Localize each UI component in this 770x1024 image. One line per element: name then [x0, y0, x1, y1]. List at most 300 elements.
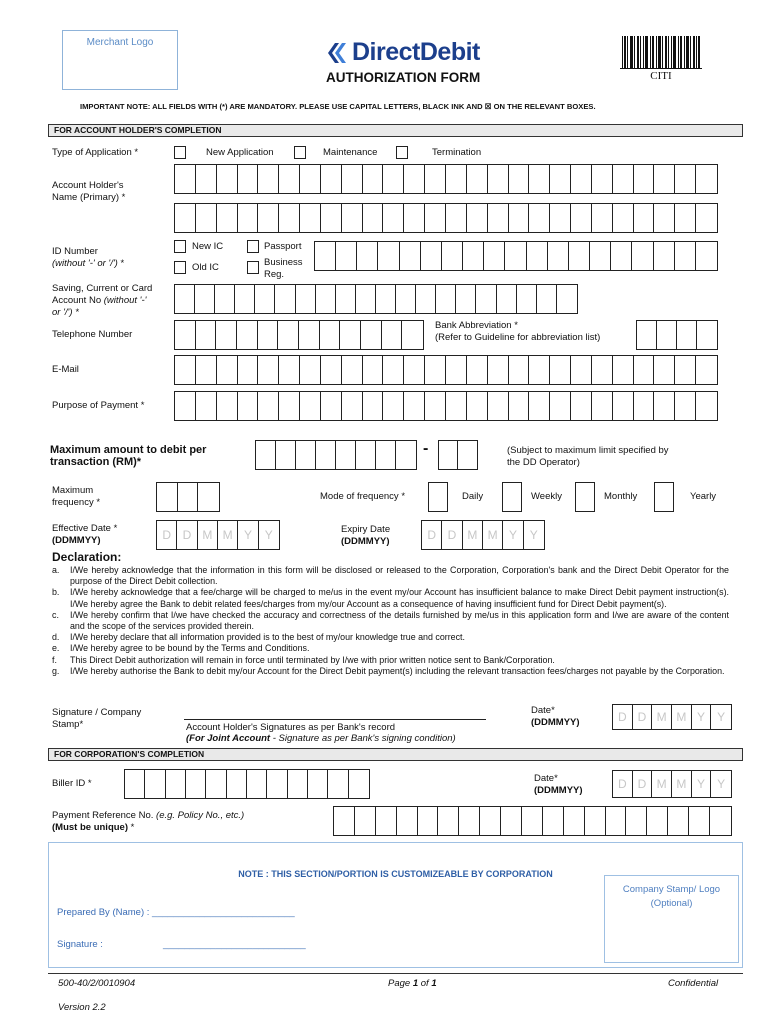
- char-box[interactable]: [613, 165, 634, 193]
- biller-id-boxes[interactable]: [124, 769, 370, 799]
- char-box[interactable]: [175, 165, 196, 193]
- char-box[interactable]: [145, 770, 165, 798]
- char-box[interactable]: Y: [529, 528, 538, 542]
- char-box[interactable]: Y: [503, 521, 523, 549]
- char-box[interactable]: [677, 321, 697, 349]
- business-reg-line2: Reg.: [264, 269, 285, 280]
- declaration-item: f. This Direct Debit authorization will remain in force until terminated by I/we with prior written notice sent to Bank/Corporation.: [52, 654, 555, 665]
- weekly-checkbox[interactable]: [502, 482, 522, 512]
- char-box[interactable]: [363, 392, 384, 420]
- payment-ref-boxes[interactable]: [333, 806, 732, 836]
- char-box[interactable]: D: [613, 771, 633, 797]
- char-box[interactable]: [342, 392, 363, 420]
- char-box[interactable]: M: [672, 705, 692, 729]
- declaration-item: c. I/We hereby confirm that I/we have checked the accuracy and correctness of the details furnished by me/us in this application form and I/we are aware of the content and the scope of the services provided therein.: [52, 609, 729, 632]
- char-box[interactable]: [258, 165, 279, 193]
- char-box[interactable]: [195, 285, 215, 313]
- char-box[interactable]: [206, 770, 226, 798]
- char-box[interactable]: [215, 285, 235, 313]
- char-box[interactable]: [505, 242, 526, 270]
- char-box[interactable]: [296, 285, 316, 313]
- char-box[interactable]: [258, 392, 279, 420]
- char-box[interactable]: [606, 807, 627, 835]
- mode-frequency-label: Mode of frequency *: [320, 491, 406, 502]
- business-reg-label: [264, 257, 303, 281]
- char-box[interactable]: [467, 392, 488, 420]
- holder-name-row1-boxes[interactable]: [174, 164, 718, 194]
- char-box[interactable]: [340, 321, 361, 349]
- char-box[interactable]: [529, 392, 550, 420]
- char-box[interactable]: [320, 321, 341, 349]
- char-box[interactable]: [416, 285, 436, 313]
- char-box[interactable]: [425, 392, 446, 420]
- char-box[interactable]: Y: [692, 771, 712, 797]
- char-box[interactable]: D: [633, 705, 653, 729]
- char-box[interactable]: [439, 441, 458, 469]
- signature-line[interactable]: [184, 719, 486, 720]
- char-box[interactable]: [376, 441, 396, 469]
- max-amount-cents-boxes[interactable]: [438, 440, 478, 470]
- char-box[interactable]: [425, 165, 446, 193]
- char-box[interactable]: [238, 165, 259, 193]
- char-box[interactable]: D: [157, 521, 177, 549]
- char-box[interactable]: [356, 441, 376, 469]
- char-box[interactable]: [529, 165, 550, 193]
- char-box[interactable]: [675, 356, 696, 384]
- holder-name-label: [52, 180, 125, 204]
- version-label: Version 2.2: [58, 1002, 106, 1013]
- char-box[interactable]: [585, 807, 606, 835]
- char-box[interactable]: [632, 242, 653, 270]
- char-box[interactable]: [488, 204, 509, 232]
- char-box[interactable]: [425, 356, 446, 384]
- char-box[interactable]: [356, 285, 376, 313]
- char-box[interactable]: [509, 165, 530, 193]
- char-box[interactable]: [178, 483, 199, 511]
- biller-id-label: Biller ID *: [52, 778, 92, 789]
- char-box[interactable]: [238, 204, 259, 232]
- bank-abbr-boxes[interactable]: [636, 320, 718, 350]
- char-box[interactable]: [675, 204, 696, 232]
- char-box[interactable]: [256, 441, 276, 469]
- char-box[interactable]: [175, 321, 196, 349]
- char-box[interactable]: [456, 285, 476, 313]
- payment-ref-label: [52, 810, 244, 834]
- char-box[interactable]: [611, 242, 632, 270]
- char-box[interactable]: Y: [264, 528, 273, 542]
- char-box[interactable]: [421, 242, 442, 270]
- directdebit-logo: [326, 38, 480, 67]
- char-box[interactable]: D: [633, 771, 653, 797]
- char-box[interactable]: [175, 356, 196, 384]
- stamp-line1: Company Stamp/ Logo: [622, 884, 721, 895]
- daily-checkbox[interactable]: [428, 482, 448, 512]
- char-box[interactable]: [321, 356, 342, 384]
- maintenance-checkbox[interactable]: [294, 146, 306, 159]
- char-box[interactable]: M: [672, 771, 692, 797]
- char-box[interactable]: [529, 356, 550, 384]
- char-box[interactable]: [300, 392, 321, 420]
- char-box[interactable]: [336, 285, 356, 313]
- char-box[interactable]: [592, 165, 613, 193]
- char-box[interactable]: [675, 392, 696, 420]
- form-title: AUTHORIZATION FORM: [326, 70, 481, 85]
- char-box[interactable]: [675, 242, 696, 270]
- holder-name-row2-boxes[interactable]: [174, 203, 718, 233]
- char-box[interactable]: [402, 321, 423, 349]
- char-box[interactable]: [696, 392, 717, 420]
- char-box[interactable]: [509, 204, 530, 232]
- char-box[interactable]: [166, 770, 186, 798]
- char-box[interactable]: [315, 242, 336, 270]
- char-box[interactable]: [592, 204, 613, 232]
- char-box[interactable]: [442, 242, 463, 270]
- char-box[interactable]: [383, 392, 404, 420]
- char-box[interactable]: [537, 285, 557, 313]
- char-box[interactable]: [571, 392, 592, 420]
- corp-signature-line[interactable]: ___________________________: [163, 939, 306, 950]
- char-box[interactable]: [689, 807, 710, 835]
- max-amount-boxes[interactable]: [255, 440, 417, 470]
- char-box[interactable]: [300, 165, 321, 193]
- char-box[interactable]: [459, 807, 480, 835]
- monthly-checkbox[interactable]: [575, 482, 595, 512]
- char-box[interactable]: [696, 204, 717, 232]
- section-header-account-holder: FOR ACCOUNT HOLDER'S COMPLETION: [48, 124, 743, 137]
- passport-checkbox[interactable]: [247, 240, 259, 253]
- char-box[interactable]: [125, 770, 145, 798]
- char-box[interactable]: Y: [717, 777, 726, 791]
- char-box[interactable]: [529, 204, 550, 232]
- char-box[interactable]: [321, 165, 342, 193]
- char-box[interactable]: [258, 204, 279, 232]
- signature-caption: Account Holder's Signatures as per Bank's record: [186, 722, 396, 733]
- corp-date-boxes[interactable]: [612, 770, 732, 798]
- char-box[interactable]: [550, 356, 571, 384]
- business-reg-line1: Business: [264, 257, 303, 268]
- max-note-line1: (Subject to maximum limit specified by: [507, 445, 669, 456]
- char-box[interactable]: [342, 165, 363, 193]
- char-box[interactable]: [557, 285, 577, 313]
- corp-date-title: Date*: [534, 773, 558, 784]
- char-box[interactable]: [476, 285, 496, 313]
- termination-checkbox[interactable]: [396, 146, 408, 159]
- char-box[interactable]: [480, 807, 501, 835]
- char-box[interactable]: [216, 321, 237, 349]
- char-box[interactable]: [463, 242, 484, 270]
- char-box[interactable]: [438, 807, 459, 835]
- new-ic-label: New IC: [192, 241, 224, 252]
- sig-date-title: Date*: [531, 705, 555, 716]
- char-box[interactable]: [334, 807, 355, 835]
- effective-date-label: [52, 523, 117, 547]
- char-box[interactable]: [571, 165, 592, 193]
- char-box[interactable]: [275, 285, 295, 313]
- char-box[interactable]: [592, 356, 613, 384]
- char-box[interactable]: [157, 483, 178, 511]
- char-box[interactable]: [696, 242, 717, 270]
- char-box[interactable]: [697, 321, 717, 349]
- char-box[interactable]: [363, 204, 384, 232]
- char-box[interactable]: [361, 321, 382, 349]
- char-box[interactable]: M: [483, 521, 503, 549]
- char-box[interactable]: [336, 242, 357, 270]
- max-frequency-boxes[interactable]: [156, 482, 220, 512]
- char-box[interactable]: D: [613, 705, 633, 729]
- char-box[interactable]: [668, 807, 689, 835]
- char-box[interactable]: [238, 392, 259, 420]
- char-box[interactable]: [418, 807, 439, 835]
- char-box[interactable]: [396, 441, 416, 469]
- char-box[interactable]: [336, 441, 356, 469]
- char-box[interactable]: [592, 392, 613, 420]
- email-label: E-Mail: [52, 364, 79, 375]
- char-box[interactable]: [634, 392, 655, 420]
- char-box[interactable]: M: [463, 521, 483, 549]
- char-box[interactable]: [196, 204, 217, 232]
- char-box[interactable]: [378, 242, 399, 270]
- email-boxes[interactable]: [174, 355, 718, 385]
- char-box[interactable]: [175, 392, 196, 420]
- char-box[interactable]: [363, 165, 384, 193]
- char-box[interactable]: [316, 285, 336, 313]
- char-box[interactable]: [647, 807, 668, 835]
- char-box[interactable]: [654, 204, 675, 232]
- payment-ref-title: Payment Reference No.: [52, 810, 154, 821]
- char-box[interactable]: [404, 392, 425, 420]
- char-box[interactable]: [175, 285, 195, 313]
- expiry-date-boxes[interactable]: [421, 520, 545, 550]
- char-box[interactable]: [247, 770, 267, 798]
- char-box[interactable]: [710, 807, 731, 835]
- char-box[interactable]: [446, 392, 467, 420]
- new-ic-checkbox[interactable]: [174, 240, 186, 253]
- char-box[interactable]: [571, 356, 592, 384]
- char-box[interactable]: [637, 321, 657, 349]
- char-box[interactable]: [569, 242, 590, 270]
- char-box[interactable]: [509, 356, 530, 384]
- char-box[interactable]: [376, 807, 397, 835]
- char-box[interactable]: [397, 807, 418, 835]
- char-box[interactable]: [258, 321, 279, 349]
- char-box[interactable]: [527, 242, 548, 270]
- char-box[interactable]: Y: [238, 521, 258, 549]
- char-box[interactable]: [296, 441, 316, 469]
- char-box[interactable]: [342, 204, 363, 232]
- joint-account-caption: [186, 733, 456, 745]
- payment-ref-note: (e.g. Policy No., etc.): [153, 810, 245, 821]
- char-box[interactable]: [404, 356, 425, 384]
- bank-abbr-title: Bank Abbreviation *: [435, 320, 518, 331]
- char-box[interactable]: M: [198, 521, 218, 549]
- effective-date-boxes[interactable]: [156, 520, 280, 550]
- char-box[interactable]: [550, 204, 571, 232]
- char-box[interactable]: [696, 356, 717, 384]
- char-box[interactable]: [198, 483, 219, 511]
- char-box[interactable]: [458, 441, 477, 469]
- char-box[interactable]: D: [422, 521, 442, 549]
- char-box[interactable]: [383, 356, 404, 384]
- char-box[interactable]: [349, 770, 369, 798]
- declaration-item: e. I/We hereby agree to be bound by the Terms and Conditions.: [52, 643, 310, 654]
- char-box[interactable]: [497, 285, 517, 313]
- char-box[interactable]: [217, 356, 238, 384]
- char-box[interactable]: [590, 242, 611, 270]
- char-box[interactable]: [383, 204, 404, 232]
- char-box[interactable]: [436, 285, 456, 313]
- id-number-title: ID Number: [52, 246, 98, 257]
- char-box[interactable]: [613, 204, 634, 232]
- prepared-by-line[interactable]: ___________________________: [152, 907, 295, 918]
- char-box[interactable]: [267, 770, 287, 798]
- char-box[interactable]: [279, 204, 300, 232]
- char-box[interactable]: Y: [717, 710, 726, 724]
- char-box[interactable]: [634, 165, 655, 193]
- sig-date-format: (DDMMYY): [531, 717, 580, 728]
- char-box[interactable]: [446, 356, 467, 384]
- char-box[interactable]: [488, 392, 509, 420]
- char-box[interactable]: D: [442, 521, 462, 549]
- char-box[interactable]: D: [177, 521, 197, 549]
- max-amount-line2: transaction (RM)*: [50, 456, 142, 468]
- char-box[interactable]: [488, 165, 509, 193]
- char-box[interactable]: [396, 285, 416, 313]
- char-box[interactable]: [196, 165, 217, 193]
- char-box[interactable]: [571, 204, 592, 232]
- char-box[interactable]: M: [218, 521, 238, 549]
- account-no-label: [52, 283, 152, 319]
- char-box[interactable]: M: [652, 705, 672, 729]
- purpose-boxes[interactable]: [174, 391, 718, 421]
- char-box[interactable]: [308, 770, 328, 798]
- char-box[interactable]: [217, 165, 238, 193]
- business-reg-checkbox[interactable]: [247, 261, 259, 274]
- char-box[interactable]: [626, 807, 647, 835]
- char-box[interactable]: [654, 356, 675, 384]
- char-box[interactable]: [288, 770, 308, 798]
- char-box[interactable]: [186, 770, 206, 798]
- char-box[interactable]: [196, 356, 217, 384]
- yearly-checkbox[interactable]: [654, 482, 674, 512]
- char-box[interactable]: [543, 807, 564, 835]
- char-box[interactable]: [342, 356, 363, 384]
- declaration-title: Declaration:: [52, 550, 122, 564]
- char-box[interactable]: M: [652, 771, 672, 797]
- telephone-boxes[interactable]: [174, 320, 424, 350]
- merchant-logo-box: Merchant Logo: [62, 30, 178, 90]
- char-box[interactable]: [675, 165, 696, 193]
- char-box[interactable]: [654, 165, 675, 193]
- char-box[interactable]: [300, 204, 321, 232]
- char-box[interactable]: [488, 356, 509, 384]
- new-application-checkbox[interactable]: [174, 146, 186, 159]
- account-no-boxes[interactable]: [174, 284, 578, 314]
- char-box[interactable]: [217, 392, 238, 420]
- max-note-line2: the DD Operator): [507, 457, 580, 468]
- char-box[interactable]: [613, 392, 634, 420]
- char-box[interactable]: [316, 441, 336, 469]
- id-number-boxes[interactable]: [314, 241, 718, 271]
- char-box[interactable]: [522, 807, 543, 835]
- passport-label: Passport: [264, 241, 302, 252]
- char-box[interactable]: [237, 321, 258, 349]
- char-box[interactable]: [227, 770, 247, 798]
- char-box[interactable]: [196, 392, 217, 420]
- char-box[interactable]: [217, 204, 238, 232]
- barcode-icon: [620, 36, 702, 68]
- account-no-line2: Account No: [52, 295, 102, 306]
- char-box[interactable]: [446, 204, 467, 232]
- char-box[interactable]: [235, 285, 255, 313]
- char-box[interactable]: [654, 242, 675, 270]
- char-box[interactable]: [279, 165, 300, 193]
- char-box[interactable]: [550, 392, 571, 420]
- char-box[interactable]: [467, 356, 488, 384]
- char-box[interactable]: [238, 356, 259, 384]
- char-box[interactable]: [484, 242, 505, 270]
- char-box[interactable]: [657, 321, 677, 349]
- old-ic-label: Old IC: [192, 262, 219, 273]
- char-box[interactable]: [404, 204, 425, 232]
- char-box[interactable]: [404, 165, 425, 193]
- char-box[interactable]: [299, 321, 320, 349]
- char-box[interactable]: [613, 356, 634, 384]
- char-box[interactable]: [446, 165, 467, 193]
- char-box[interactable]: [278, 321, 299, 349]
- char-box[interactable]: [276, 441, 296, 469]
- char-box[interactable]: [517, 285, 537, 313]
- char-box[interactable]: [175, 204, 196, 232]
- max-amount-label: [50, 444, 206, 468]
- char-box[interactable]: [376, 285, 396, 313]
- char-box[interactable]: [321, 392, 342, 420]
- char-box[interactable]: [634, 356, 655, 384]
- char-box[interactable]: [548, 242, 569, 270]
- char-box[interactable]: [501, 807, 522, 835]
- char-box[interactable]: [382, 321, 403, 349]
- char-box[interactable]: [321, 204, 342, 232]
- char-box[interactable]: [400, 242, 421, 270]
- char-box[interactable]: [383, 165, 404, 193]
- char-box[interactable]: [255, 285, 275, 313]
- char-box[interactable]: [300, 356, 321, 384]
- char-box[interactable]: [550, 165, 571, 193]
- char-box[interactable]: [509, 392, 530, 420]
- char-box[interactable]: [279, 356, 300, 384]
- char-box[interactable]: [634, 204, 655, 232]
- char-box[interactable]: [258, 356, 279, 384]
- char-box[interactable]: [425, 204, 446, 232]
- daily-label: Daily: [462, 491, 484, 502]
- char-box[interactable]: [196, 321, 217, 349]
- char-box[interactable]: [564, 807, 585, 835]
- char-box[interactable]: [363, 356, 384, 384]
- char-box[interactable]: [328, 770, 348, 798]
- char-box[interactable]: [279, 392, 300, 420]
- char-box[interactable]: [696, 165, 717, 193]
- char-box[interactable]: [654, 392, 675, 420]
- char-box[interactable]: [355, 807, 376, 835]
- company-stamp-box[interactable]: [604, 875, 739, 963]
- form-code: 500-40/2/0010904: [58, 978, 136, 989]
- sig-date-boxes[interactable]: [612, 704, 732, 730]
- char-box[interactable]: Y: [692, 705, 712, 729]
- char-box[interactable]: [467, 165, 488, 193]
- char-box[interactable]: [357, 242, 378, 270]
- char-box[interactable]: [467, 204, 488, 232]
- barcode-label: CITI: [650, 70, 672, 82]
- old-ic-checkbox[interactable]: [174, 261, 186, 274]
